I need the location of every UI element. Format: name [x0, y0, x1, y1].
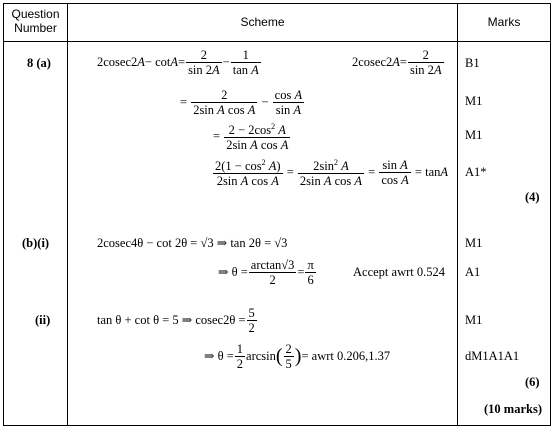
q8bii-line1: tan θ + cot θ = 5 ⇒ cosec2θ = $\frac{5}{2}$ — [97, 305, 255, 335]
total-8b: (6) — [525, 375, 540, 389]
q8bi-line1: 2cosec4θ − cot 2θ = √3 ⇒ tan 2θ = √3 — [97, 236, 288, 250]
table-left-border — [3, 3, 4, 426]
mark-8bii-m1: M1 — [465, 313, 483, 327]
q8bi-line2: ⇒ θ = $\frac{\arctan√3}{2}$ = $\frac{\pi}{6}$ — [218, 257, 314, 287]
question-label-8bi: (b)(i) — [22, 236, 50, 250]
mark-8bii-dm1a1a1: dM1A1A1 — [465, 349, 520, 363]
q8a-side-identity: 2cosec2 A = $\frac{2}{\sin 2A}$ — [352, 47, 442, 77]
total-8-marks: (10 marks) — [484, 402, 542, 416]
q8a-line4: $\frac{2(1 - \cos^2 A)}{\text{2sin A cos A}}$ = $\frac{2\sin^2 A}{\text{2sin A cos A}}$ = $\frac{\text{sin A}}{\text{cos A}}$ = tan A — [215, 157, 449, 189]
mark-8bi-a1: A1 — [465, 265, 481, 279]
question-label-8bii: (ii) — [35, 313, 51, 327]
header-question-number: Question Number — [11, 7, 60, 35]
mark-8a-a1-star: A1* — [465, 165, 487, 179]
header-divider — [3, 41, 551, 42]
question-label-8a: 8 (a) — [27, 56, 51, 70]
q8a-line2: = $\frac{2}{\text{2sin A cos A}}$ − $\frac{\text{cos A}}{\text{sin A}}$ — [180, 87, 303, 117]
q8a-line1: 2cosec2 A − cot A = $\frac{2}{\sin 2A}$ − $\frac{1}{\text{tan A}}$ — [97, 47, 259, 77]
table-right-border — [550, 3, 551, 426]
q8bii-line2: ⇒ θ = $\frac{1}{2}$ arcsin ( $\frac{2}{5}$ ) = awrt 0.206,1.37 — [204, 341, 391, 371]
q8bi-accept-note: Accept awrt 0.524 — [353, 265, 445, 279]
table-top-border — [3, 3, 551, 4]
q8a-line3: = $\frac{2 - 2\cos^2 A}{\text{2sin A cos A}}$ — [213, 121, 289, 153]
mark-8a-m1-first: M1 — [465, 94, 483, 108]
column-divider-right — [457, 3, 458, 426]
header-marks: Marks — [487, 15, 521, 29]
mark-8bi-m1: M1 — [465, 236, 483, 250]
total-8a: (4) — [525, 190, 540, 204]
header-scheme: Scheme — [240, 15, 285, 29]
column-divider-left — [67, 3, 68, 426]
mark-8a-b1: B1 — [465, 56, 480, 70]
table-bottom-border — [3, 425, 551, 426]
mark-8a-m1-second: M1 — [465, 128, 483, 142]
